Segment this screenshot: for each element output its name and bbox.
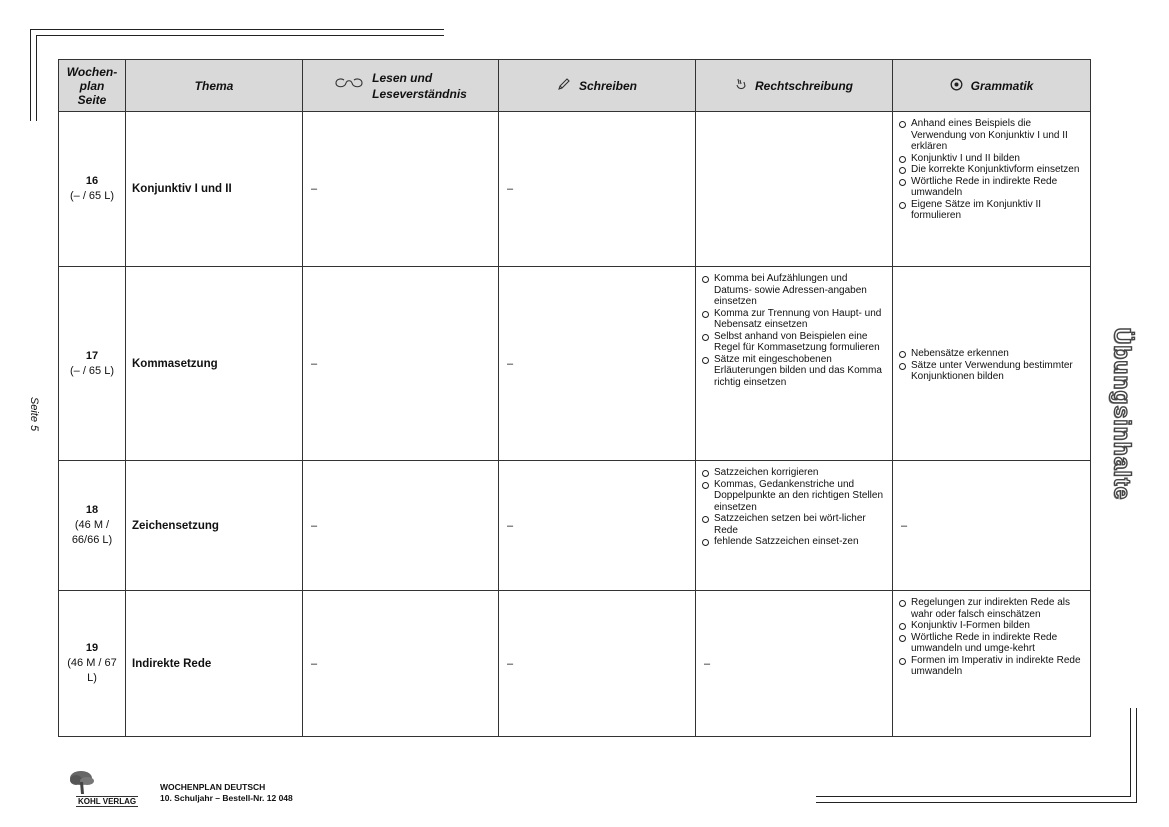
week-page-cell bbox=[59, 112, 126, 267]
weekly-plan-table bbox=[58, 59, 1091, 737]
list-item: Satzzeichen setzen bei wört-licher Rede bbox=[700, 513, 886, 536]
publisher-logo-text: KOHL VERLAG bbox=[78, 797, 137, 806]
week-page-detail: (– / 65 L) bbox=[69, 364, 115, 377]
writing-cell: – bbox=[499, 591, 696, 737]
writing-cell: – bbox=[499, 112, 696, 267]
list-item: Selbst anhand von Beispielen eine Regel für Kommasetzung formulieren bbox=[700, 331, 886, 354]
footer-title: WOCHENPLAN DEUTSCH bbox=[160, 782, 266, 792]
header-week-line-2: plan bbox=[79, 78, 105, 93]
list-item: Anhand eines Beispiels die Verwendung von Konjunktiv I und II erklären bbox=[897, 118, 1084, 153]
week-page-number: 18 bbox=[85, 504, 99, 516]
header-week-line-3: Seite bbox=[77, 92, 107, 107]
week-page-number: 19 bbox=[85, 642, 99, 654]
spelling-cell: – bbox=[696, 591, 893, 737]
table-header-row bbox=[59, 60, 1091, 112]
topic-cell: Indirekte Rede bbox=[126, 591, 303, 737]
reading-cell: – bbox=[303, 112, 499, 267]
section-title: Übungsinhalte bbox=[1109, 327, 1136, 501]
list-item: Nebensätze erkennen bbox=[897, 348, 1084, 360]
topic-cell: Zeichensetzung bbox=[126, 461, 303, 591]
header-spelling bbox=[696, 60, 893, 112]
list-item: Formen im Imperativ in indirekte Rede umwandeln bbox=[897, 655, 1084, 678]
target-icon bbox=[950, 78, 963, 94]
list-item: fehlende Satzzeichen einset-zen bbox=[700, 536, 886, 548]
list-item: Konjunktiv I und II bilden bbox=[897, 153, 1084, 165]
grammar-cell bbox=[893, 267, 1091, 461]
footer bbox=[64, 770, 293, 808]
reading-cell: – bbox=[303, 267, 499, 461]
header-week-line-1: Wochen- bbox=[66, 64, 118, 79]
page-number: Seite 5 bbox=[28, 396, 40, 432]
reading-cell: – bbox=[303, 591, 499, 737]
header-spelling-label: Rechtschreibung bbox=[754, 78, 853, 93]
week-page-cell bbox=[59, 461, 126, 591]
list-item: Wörtliche Rede in indirekte Rede umwandeln und umge-kehrt bbox=[897, 632, 1084, 655]
header-week-page bbox=[59, 60, 126, 112]
week-page-number: 17 bbox=[85, 349, 99, 362]
publisher-logo bbox=[64, 770, 138, 808]
table-row bbox=[59, 267, 1091, 461]
header-writing bbox=[499, 60, 696, 112]
footer-text bbox=[160, 782, 293, 804]
header-reading bbox=[303, 60, 499, 112]
tree-icon bbox=[68, 770, 98, 796]
week-page-number: 16 bbox=[85, 175, 99, 187]
spelling-cell bbox=[696, 112, 893, 267]
list-item: Satzzeichen korrigieren bbox=[700, 467, 886, 479]
glasses-icon bbox=[334, 77, 364, 94]
grammar-cell: – bbox=[893, 461, 1091, 591]
list-item: Komma bei Aufzählungen und Datums- sowie Adressen-angaben einsetzen bbox=[700, 273, 886, 308]
list-item: Sätze unter Verwendung bestimmter Konjunktionen bilden bbox=[897, 360, 1084, 383]
week-page-cell bbox=[59, 591, 126, 737]
header-writing-label: Schreiben bbox=[578, 78, 638, 93]
list-item: Wörtliche Rede in indirekte Rede umwandeln bbox=[897, 176, 1084, 199]
reading-cell: – bbox=[303, 461, 499, 591]
pencil-icon bbox=[557, 77, 571, 94]
table-row bbox=[59, 461, 1091, 591]
topic-cell: Kommasetzung bbox=[126, 267, 303, 461]
spelling-cell bbox=[696, 461, 893, 591]
week-page-cell bbox=[59, 267, 126, 461]
writing-cell: – bbox=[499, 461, 696, 591]
table-row bbox=[59, 112, 1091, 267]
header-grammar bbox=[893, 60, 1091, 112]
header-grammar-label: Grammatik bbox=[970, 78, 1034, 93]
header-topic: Thema bbox=[126, 60, 303, 112]
week-page-detail: (46 M / 66/66 L) bbox=[71, 519, 113, 546]
spelling-cell bbox=[696, 267, 893, 461]
list-item: Sätze mit eingeschobenen Erläuterungen bilden und das Komma richtig einsetzen bbox=[700, 354, 886, 389]
list-item: Regelungen zur indirekten Rede als wahr oder falsch einschätzen bbox=[897, 597, 1084, 620]
table-row bbox=[59, 591, 1091, 737]
topic-cell: Konjunktiv I und II bbox=[126, 112, 303, 267]
writing-cell: – bbox=[499, 267, 696, 461]
list-item: Komma zur Trennung von Haupt- und Nebensatz einsetzen bbox=[700, 308, 886, 331]
list-item: Eigene Sätze im Konjunktiv II formulieren bbox=[897, 199, 1084, 222]
footer-subtitle: 10. Schuljahr – Bestell-Nr. 12 048 bbox=[160, 793, 293, 803]
list-item: Kommas, Gedankenstriche und Doppelpunkte an den richtigen Stellen einsetzen bbox=[700, 479, 886, 514]
grammar-cell bbox=[893, 112, 1091, 267]
header-reading-line-1: Lesen und bbox=[372, 70, 433, 85]
list-item: Konjunktiv I-Formen bilden bbox=[897, 620, 1084, 632]
header-reading-line-2: Leseverständnis bbox=[372, 86, 467, 101]
hand-icon bbox=[735, 77, 747, 94]
week-page-detail: (– / 65 L) bbox=[69, 190, 115, 202]
list-item: Die korrekte Konjunktivform einsetzen bbox=[897, 164, 1084, 176]
week-page-detail: (46 M / 67 L) bbox=[67, 657, 117, 684]
grammar-cell bbox=[893, 591, 1091, 737]
